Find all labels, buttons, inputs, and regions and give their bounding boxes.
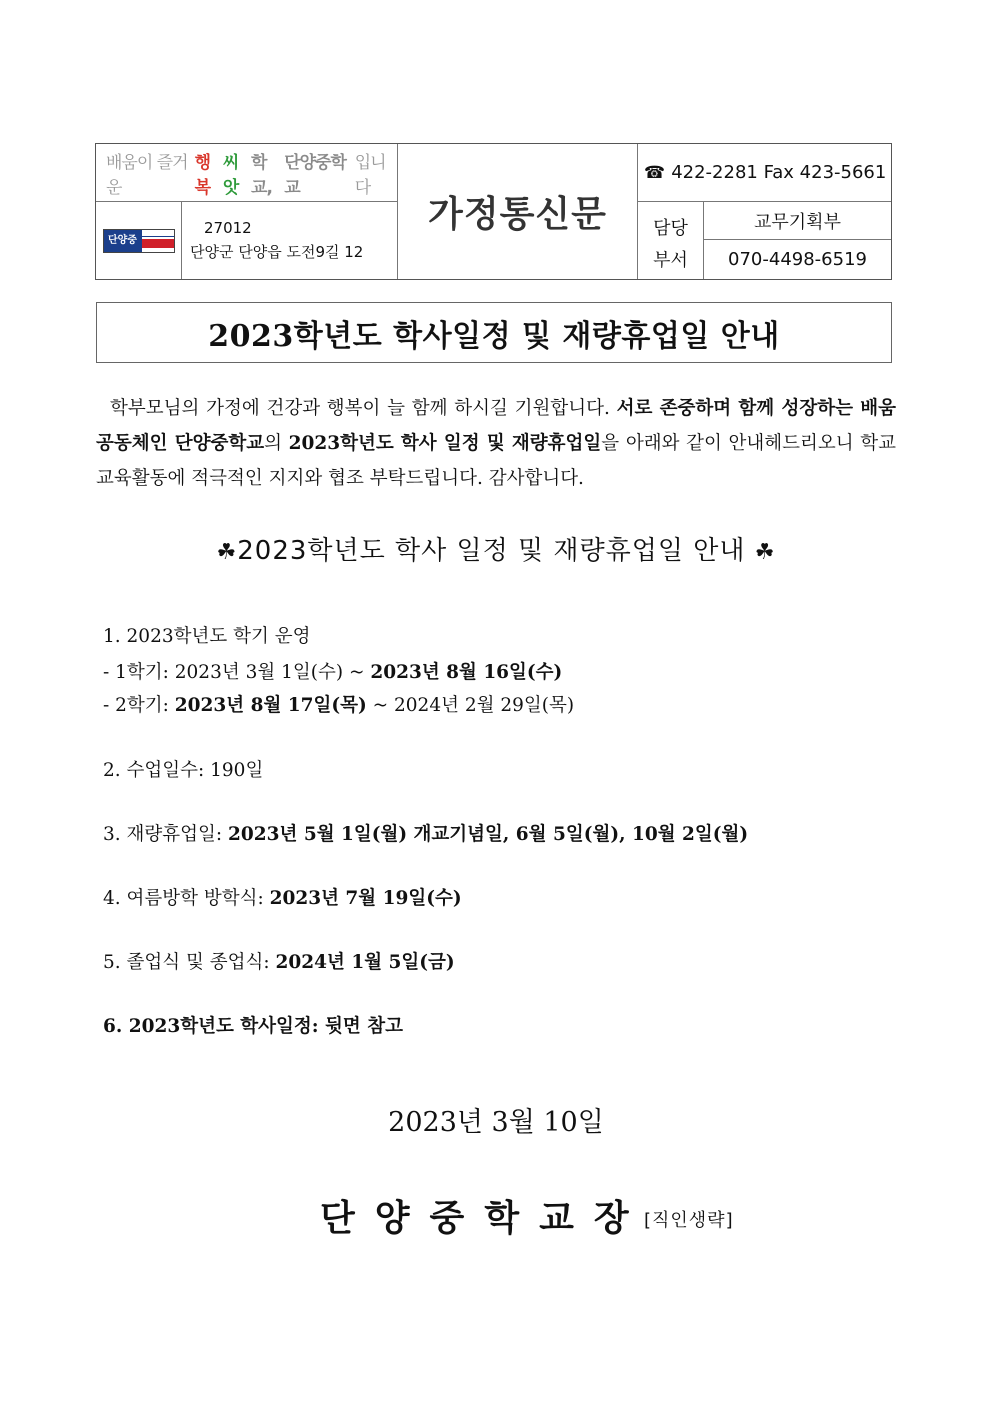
contact-phone [638,144,891,202]
intro-text-1: 학부모님의 가정에 건강과 행복이 늘 함께 하시길 기원합니다. [110,398,617,419]
holiday-label: 3. 재량휴업일: [103,824,229,845]
logo-text: 단양중 [104,230,142,252]
intro-text-3: 을 아래와 같이 안내헤드리오니 학교 교육활동에 적극적인 지지와 협조 부탁드립니다. 감사합니다. [96,433,896,489]
school-slogan [96,144,398,202]
department-phone: 070-4498-6519 [728,249,867,270]
dept-label-line2: 부서 [653,250,688,271]
holiday-dates: 2023년 5월 1일(월) 개교기념일, 6월 5일(월), 10월 2일(월) [228,824,749,845]
slogan-seed: 씨앗 [222,152,239,198]
slogan-ending: 입니다 [354,152,386,198]
list-item-6: 6. 2023학년도 학사일정: 뒷면 참고 [103,1016,403,1037]
school-logo-cell [96,202,182,279]
slogan-school-word: 학교, [251,152,272,198]
slogan-school-name: 단양중학교 [284,152,346,198]
letterhead-table [95,143,892,280]
list-item-1: 1. 2023학년도 학기 운영 [103,626,311,647]
semester2-label: - 2학기: [103,695,175,716]
slogan-happy: 행복 [194,152,211,198]
intro-bold-1: 서로 존중하며 함께 성장하는 배움공동체인 단양중학교 [96,398,896,454]
school-logo [103,229,175,253]
clover-icon: ☘ [754,540,776,565]
list-item-1a [103,658,562,684]
list-item-2: 2. 수업일수: 190일 [103,760,264,781]
list-item-3 [103,820,748,846]
graduation-date: 2024년 1월 5일(금) [275,952,455,973]
semester2-end: ~ 2024년 2월 29일(목) [366,695,575,716]
list-item-5 [103,948,455,974]
intro-text-2: 의 [264,433,289,454]
dept-label-line1: 담당 [653,218,688,239]
summer-break-label: 4. 여름방학 방학식: [103,888,270,909]
intro-bold-2: 2023학년도 학사 일정 및 재량휴업일 [288,433,602,454]
phone-icon: ☎ [644,162,666,183]
subtitle-text: 2023학년도 학사 일정 및 재량휴업일 안내 [237,536,746,566]
newsletter-title: 가정통신문 [398,144,638,279]
semester1-end: 2023년 8월 16일(수) [370,662,563,683]
issue-date: 2023년 3월 10일 [388,1107,604,1138]
principal-signature: 단양중학교장 [320,1197,649,1239]
slogan-text: 배움이 즐거운 [106,152,188,198]
summer-break-date: 2023년 7월 19일(수) [269,888,462,909]
list-item-1b [103,691,574,717]
phone-fax-number: 422-2281 Fax 423-5661 [671,162,887,183]
department-name: 교무기획부 [704,202,891,240]
section-subtitle [96,530,896,567]
clover-icon: ☘ [216,540,238,565]
address-line: 단양군 단양읍 도전9길 12 [190,243,364,261]
seal-omitted-note: [직인생략] [644,1210,734,1231]
intro-paragraph [96,391,896,496]
semester2-start: 2023년 8월 17일(목) [174,695,367,716]
document-title: 2023학년도 학사일정 및 재량휴업일 안내 [96,302,892,363]
list-item-4 [103,884,462,910]
graduation-label: 5. 졸업식 및 종업식: [103,952,276,973]
semester1-start: - 1학기: 2023년 3월 1일(수) ~ [103,662,371,683]
school-address [182,202,398,279]
department-label [638,202,704,279]
zip-code: 27012 [204,219,252,237]
